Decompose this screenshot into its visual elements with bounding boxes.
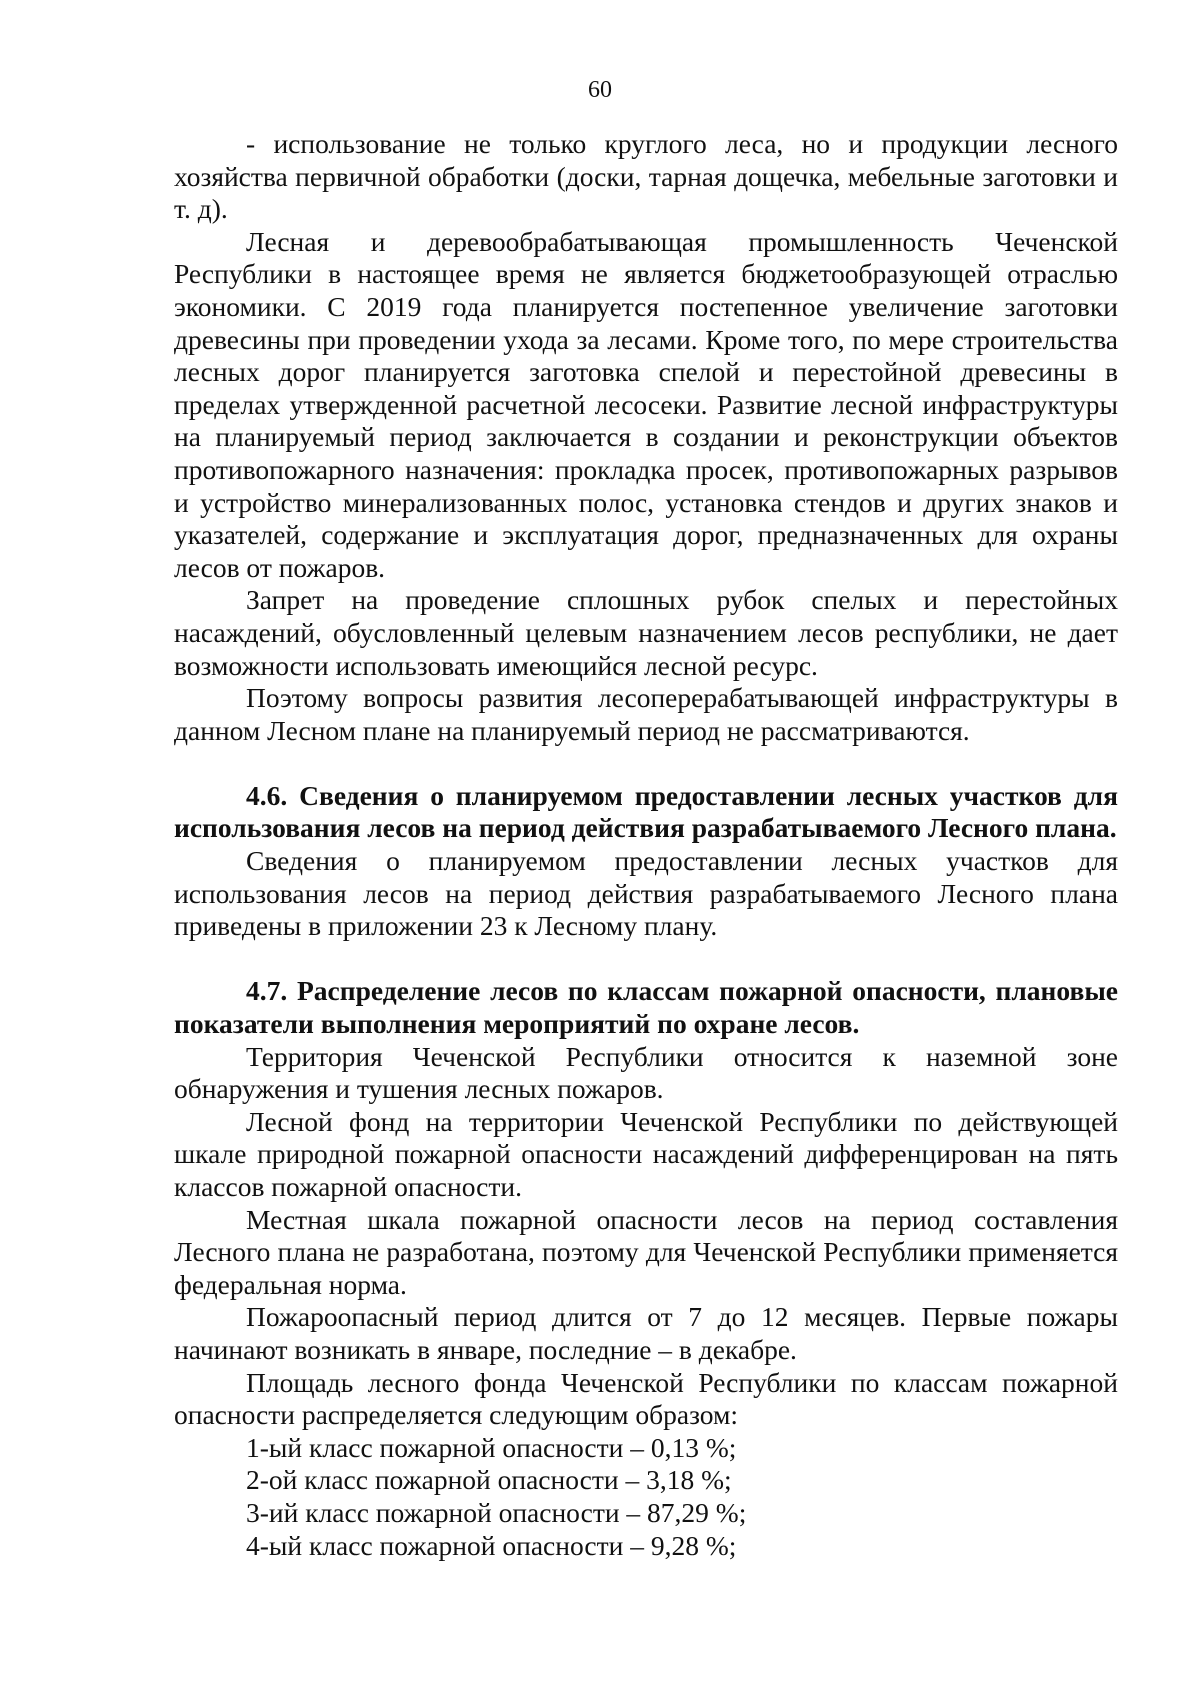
paragraph: Пожароопасный период длится от 7 до 12 месяцев. Первые пожары начинают возникать в январе, последние – в декабре.	[174, 1301, 1118, 1365]
paragraph: Лесная и деревообрабатывающая промышленность Чеченской Республики в настоящее время не является бюджетообразующей отраслью экономики. С 2019 года планируется постепенное увеличение заготовки древесины при проведении ухода за лесами. Кроме того, по мере строительства лесных дорог планируется заготовка спелой и перестойной древесины в пределах утвержденной расчетной лесосеки. Развитие лесной инфраструктуры на планируемый период заключается в создании и реконструкции объектов противопожарного назначения: прокладка просек, противопожарных разрывов и устройство минерализованных полос, установка стендов и других знаков и указателей, содержание и эксплуатация дорог, предназначенных для охраны лесов от пожаров.	[174, 225, 1118, 583]
paragraph: Местная шкала пожарной опасности лесов на период составления Лесного плана не разработана, поэтому для Чеченской Республики применяется федеральная норма.	[174, 1203, 1118, 1300]
document-body	[174, 128, 1118, 1562]
section-heading-4-7: 4.7. Распределение лесов по классам пожарной опасности, плановые показатели выполнения мероприятий по охране лесов.	[174, 975, 1118, 1040]
paragraph: Лесной фонд на территории Чеченской Республики по действующей шкале природной пожарной опасности насаждений дифференцирован на пять классов пожарной опасности.	[174, 1105, 1118, 1202]
paragraph: Территория Чеченской Республики относится к наземной зоне обнаружения и тушения лесных пожаров.	[174, 1040, 1118, 1105]
paragraph: Сведения о планируемом предоставлении лесных участков для использования лесов на период действия разрабатываемого Лесного плана приведены в приложении 23 к Лесному плану.	[174, 845, 1118, 942]
paragraph: - использование не только круглого леса, но и продукции лесного хозяйства первичной обработки (доски, тарная дощечка, мебельные заготовки и т. д).	[174, 128, 1118, 225]
fire-class-item: 2-ой класс пожарной опасности – 3,18 %;	[246, 1464, 732, 1496]
paragraph: Запрет на проведение сплошных рубок спелых и перестойных насаждений, обусловленный целевым назначением лесов республики, не дает возможности использовать имеющийся лесной ресурс.	[174, 584, 1118, 681]
spacer	[174, 747, 1118, 780]
paragraph: Площадь лесного фонда Чеченской Республики по классам пожарной опасности распределяется следующим образом:	[174, 1366, 1118, 1431]
page-number: 60	[588, 77, 612, 103]
section-heading-4-6: 4.6. Сведения о планируемом предоставлении лесных участков для использования лесов на период действия разрабатываемого Лесного плана.	[174, 779, 1118, 844]
spacer	[174, 943, 1118, 976]
fire-class-item: 3-ий класс пожарной опасности – 87,29 %;	[246, 1496, 747, 1528]
fire-class-item: 1-ый класс пожарной опасности – 0,13 %;	[246, 1431, 737, 1463]
fire-class-item: 4-ый класс пожарной опасности – 9,28 %;	[246, 1529, 737, 1561]
paragraph: Поэтому вопросы развития лесоперерабатывающей инфраструктуры в данном Лесном плане на планируемый период не рассматриваются.	[174, 682, 1118, 746]
